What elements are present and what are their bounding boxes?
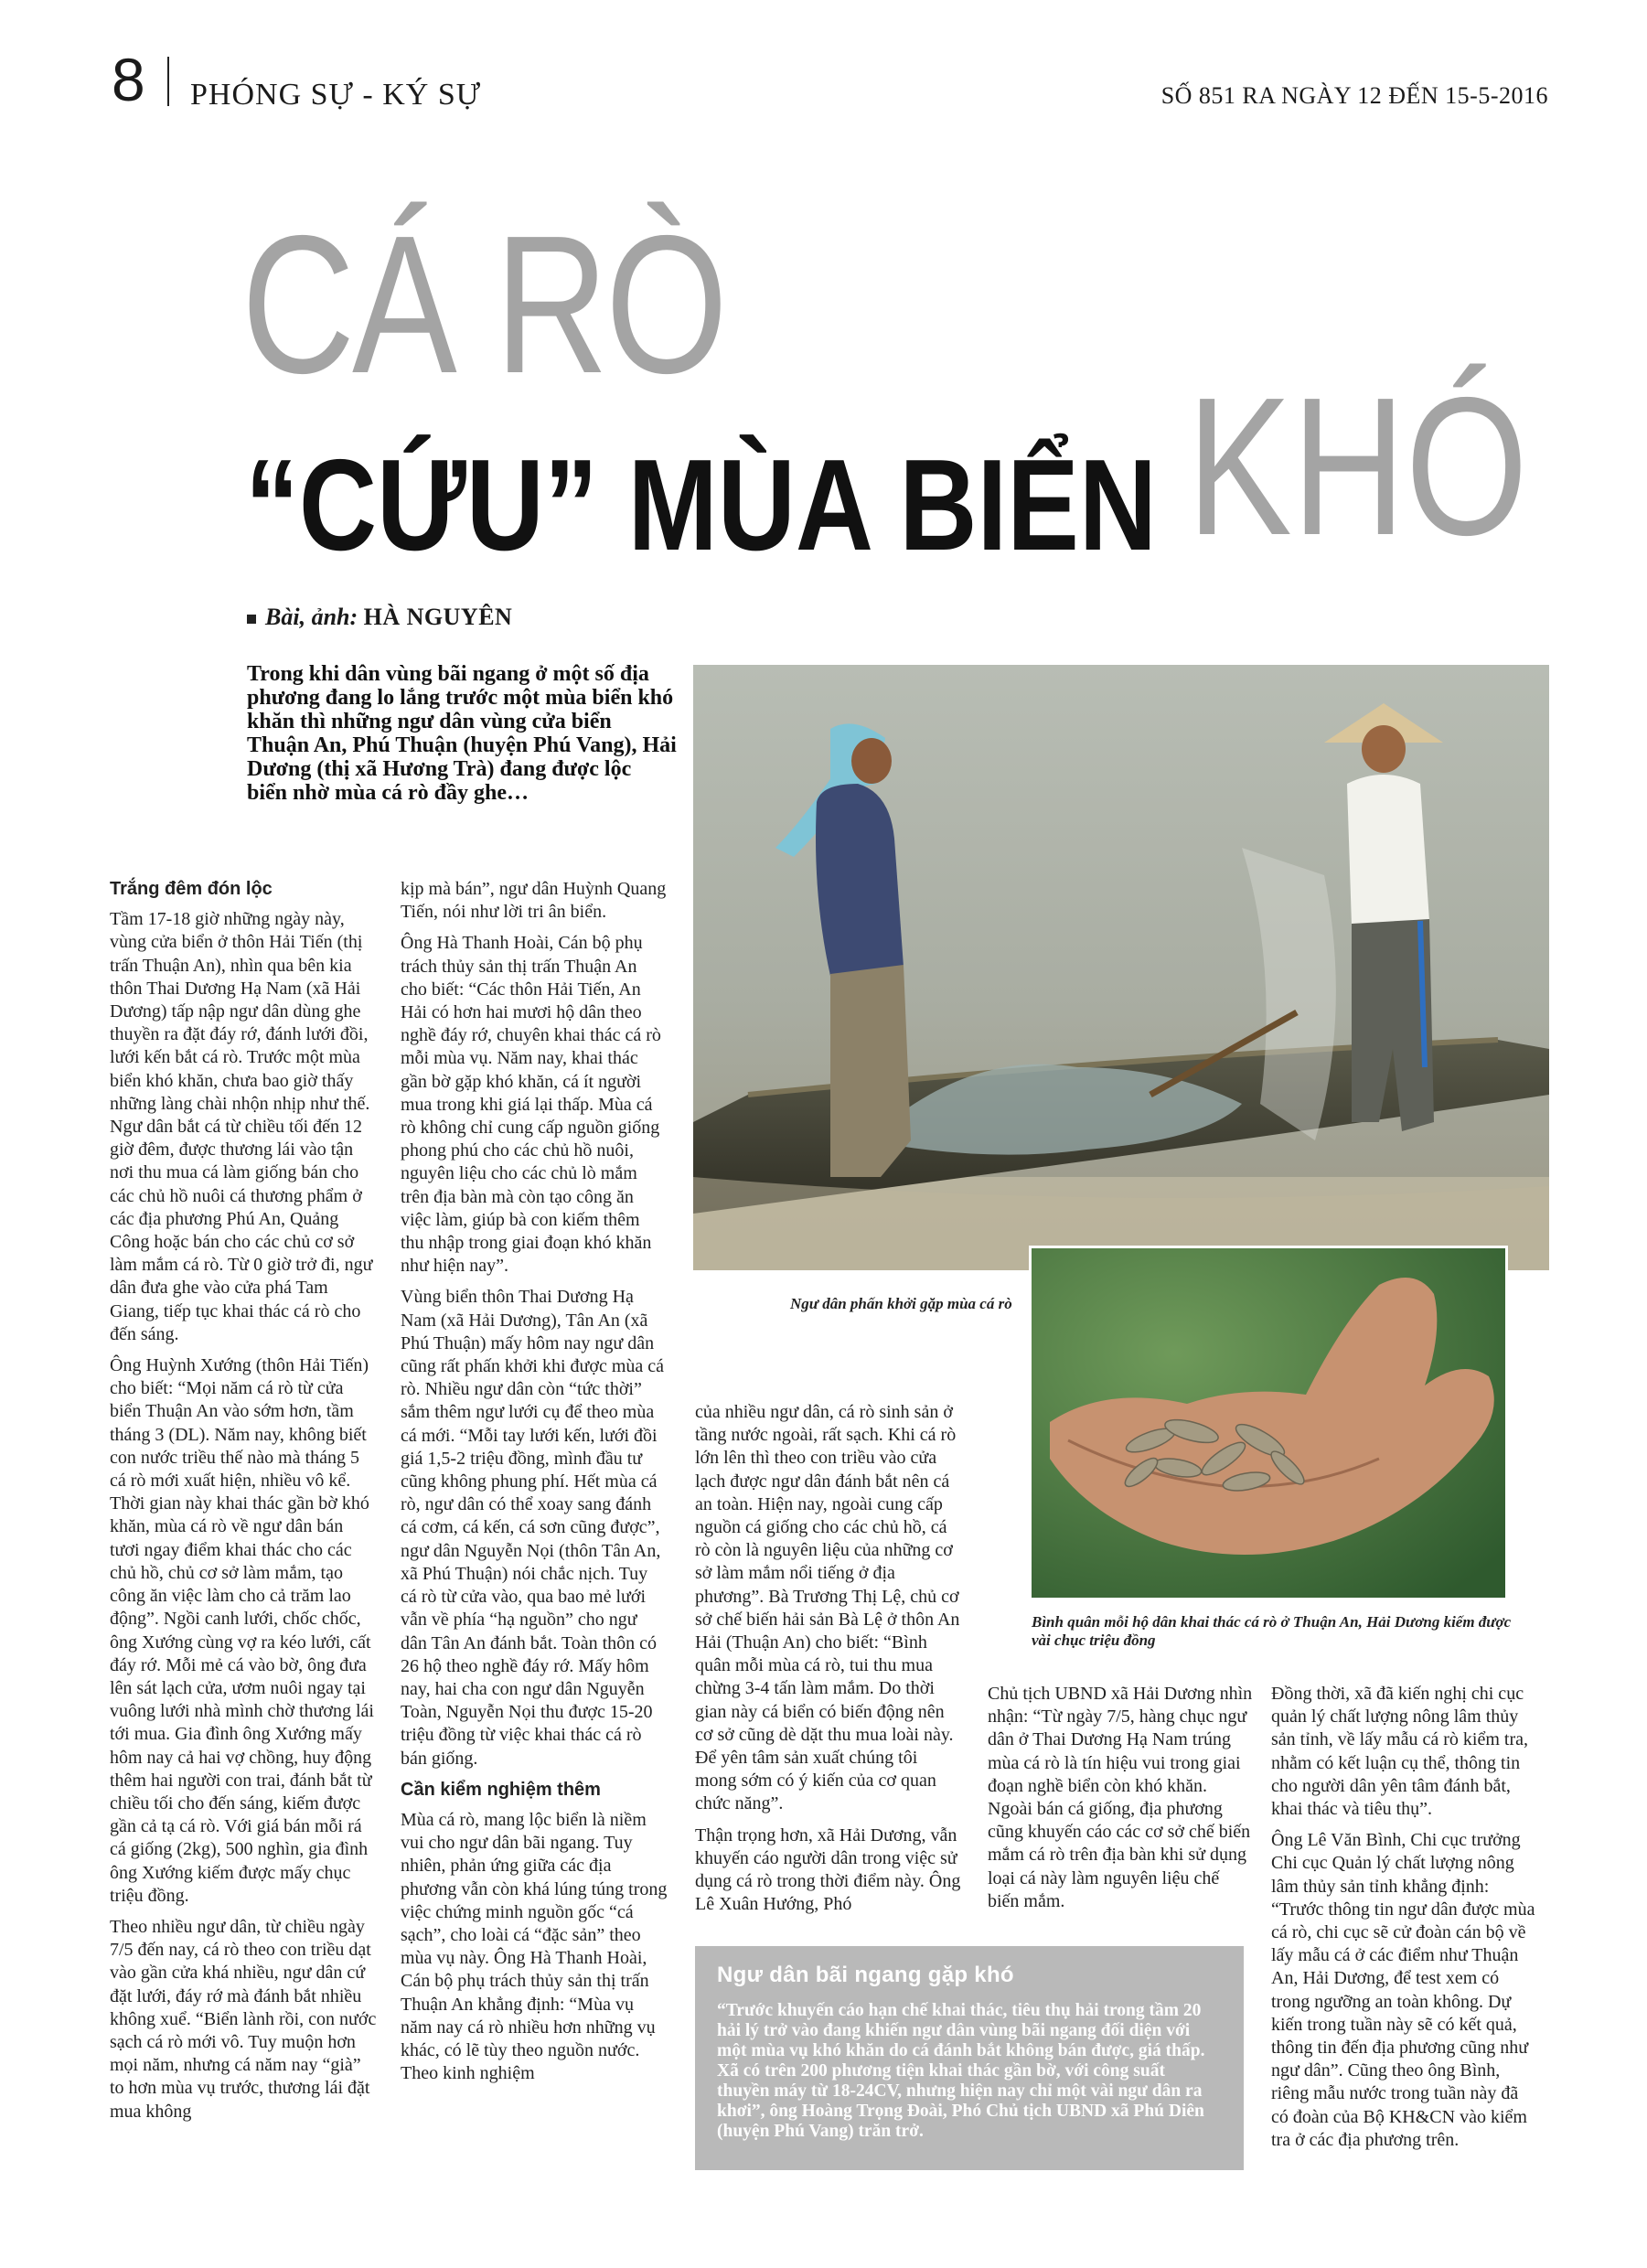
headline-line-1: CÁ RÒ [241,194,725,414]
paragraph: Đồng thời, xã đã kiến nghị chi cục quản lý chất lượng nông lâm thủy sản tỉnh, về lấy mẫu cá rò kiểm tra, nhằm có kết luận cụ thể, thông tin cho người dân yên tâm đánh bắt, khai thác và tiêu thụ”. [1271,1684,1529,1820]
article-column-5 [1271,1683,1538,2160]
paragraph: Thận trọng hơn, xã Hải Dương, vẫn khuyến cáo người dân trong việc sử dụng cá rò trong thời điểm này. Ông Lê Xuân Hướng, Phó [695,1824,961,1915]
paragraph: kịp mà bán”, ngư dân Huỳnh Quang Tiến, nói như lời tri ân biển. [401,879,667,923]
headline-line-3: KHÓ [1187,356,1528,576]
lead-paragraph: Trong khi dân vùng bãi ngang ở một số địa phương đang lo lắng trước một mùa biển khó khăn thì những ngư dân vùng cửa biển Thuận An, Phú Thuận (huyện Phú Vang), Hải Dương (thị xã Hương Trà) đang được lộc biển nhờ mùa cá rò đầy ghe… [247,662,677,805]
header-divider [167,57,169,106]
paragraph: Ông Huỳnh Xướng (thôn Hải Tiến) cho biết: “Mọi năm cá rò từ cửa biển Thuận An vào sớm hơn, tầm tháng 3 (DL). Năm nay, không biết con nước triều thế nào mà tháng 5 cá rò mới xuất hiện, nhiều vô kể. Thời gian này khai thác gần bờ khó khăn, mùa cá rò về ngư dân bán tươi ngay điểm khai thác cho các chủ hồ, chủ cơ sở làm mắm, tạo công ăn việc làm cho cả trăm lao động”. Ngồi canh lưới, chốc chốc, ông Xướng cùng vợ ra kéo lưới, cất đáy rớ. Mỗi mẻ cá vào bờ, ông đưa lên sát lạch cửa, ươm nuôi ngay tại vuông lưới nhà mình chờ thương lái tới mua. Gia đình ông Xướng mấy hôm nay cả hai vợ chồng, huy động thêm hai người con trai, đánh bắt từ chiều tối cho đến sáng, kiếm được gần cả tạ cá rò. Với giá bán mỗi rá cá giống (2kg), 500 nghìn, gia đình ông Xướng kiếm được mấy chục triệu đồng. [110,1355,374,1906]
photo-caption-1: Ngư dân phấn khởi gặp mùa cá rò [790,1295,1012,1312]
subhead-trang-dem: Trắng đêm đón lộc [110,879,273,899]
paragraph: Theo nhiều ngư dân, từ chiều ngày 7/5 đến nay, cá rò theo con triều dạt vào gần cửa khá nhiều, ngư dân cứ đặt lưới, đáy rớ mà đánh bắt nhiều không xuể. “Biển lành rồi, con nước sạch cá rò mới vô. Tuy muộn hơn mọi năm, nhưng cá năm nay “già” to hơn mùa vụ trước, thương lái đặt mua không [110,1916,377,2122]
fish-in-hand-photo [1029,1246,1508,1600]
sidebar-title: Ngư dân bãi ngang gặp khó [717,1963,1014,1987]
sidebar-box [695,1946,1244,2170]
photo-caption-2: Bình quân mỗi hộ dân khai thác cá rò ở Thuận An, Hải Dương kiếm được vài chục triệu đồng [1032,1613,1512,1649]
paragraph: Mùa cá rò, mang lộc biển là niềm vui cho ngư dân bãi ngang. Tuy nhiên, phản ứng giữa các địa phương vẫn còn khá lúng túng trong việc chứng minh nguồn gốc “cá sạch”, cho loài cá “đặc sản” theo mùa vụ này. Ông Hà Thanh Hoài, Cán bộ phụ trách thủy sản thị trấn Thuận An khẳng định: “Mùa vụ năm nay cá rò nhiều hơn những vụ khác, có lẽ tùy theo nguồn nước. Theo kinh nghiệm [401,1809,668,2084]
paragraph: Tầm 17-18 giờ những ngày này, vùng cửa biển ở thôn Hải Tiến (thị trấn Thuận An), nhìn qua bên kia thôn Thai Dương Hạ Nam (xã Hải Dương) tấp nập ngư dân dùng ghe thuyền ra đặt đáy rớ, đánh lưới đồi, lưới kến bắt cá rò. Trước một mùa biển khó khăn, chưa bao giờ thấy những làng chài nhộn nhịp như thế. Ngư dân bắt cá từ chiều tối đến 12 giờ đêm, được thương lái vào tận nơi thu mua cá làm giống bán cho các chủ hồ nuôi cá thương phẩm ở các địa phương Phú An, Quảng Công hoặc bán cho các chủ cơ sở làm mắm cá rò. Từ 0 giờ trở đi, ngư dân đưa ghe vào cửa phá Tam Giang, tiếp tục khai thác cá rò cho đến sáng. [110,909,373,1344]
fishermen-photo [693,665,1549,1270]
paragraph: Vùng biển thôn Thai Dương Hạ Nam (xã Hải Dương), Tân An (xã Phú Thuận) mấy hôm nay ngư dân cũng rất phấn khởi khi được mùa cá rò. Nhiều ngư dân còn “tức thời” sắm thêm ngư lưới cụ để theo mùa cá mới. “Mỗi tay lưới kến, lưới đồi giá 1,5-2 triệu đồng, mình đầu tư cũng không phung phí. Hết mùa cá rò, ngư dân có thể xoay sang đánh cá cơm, cá kến, cá sơn cũng được”, ngư dân Nguyễn Nọi (thôn Tân An, xã Phú Thuận) nói chắc nịch. Tuy cá rò từ cửa vào, qua bao mẻ lưới vẫn về phía “hạ nguồn” cho ngư dân Tân An đánh bắt. Toàn thôn có 26 hộ theo nghề đáy rớ. Mấy hôm nay, hai cha con ngư dân Nguyễn Toàn, Nguyễn Nọi thu được 15-20 triệu đồng từ việc khai thác cá rò bán giống. [401,1287,665,1769]
byline-square-icon [247,615,256,624]
subhead-can-kiem-nghiem: Cần kiểm nghiệm thêm [401,1779,601,1800]
issue-info: SỐ 851 RA NGÀY 12 ĐẾN 15-5-2016 [1160,82,1548,109]
article-column-2 [401,878,668,2093]
byline-label: Bài, ảnh: [265,604,358,630]
section-title: PHÓNG SỰ - KÝ SỰ [190,78,482,112]
headline-line-2: “CỨU” MÙA BIỂN [245,433,1157,578]
article-column-3 [695,1401,962,1924]
sidebar-text: “Trước khuyến cáo hạn chế khai thác, tiêu thụ hải trong tầm 20 hải lý trở vào đang khiến ngư dân vùng bãi ngang đối diện với một mùa vụ khó khăn do cá đánh bắt không bán được, giá thấp. Xã có trên 200 phương tiện khai thác gần bờ, với công suất thuyền máy từ 18-24CV, nhưng hiện nay chỉ một vài ngư dân ra khơi”, ông Hoàng Trọng Đoài, Phó Chủ tịch UBND xã Phú Diên (huyện Phú Vang) trăn trở. [717,2001,1205,2141]
paragraph: của nhiều ngư dân, cá rò sinh sản ở tầng nước ngoài, rất sạch. Khi cá rò lớn lên thì theo con triều vào cửa lạch được ngư dân đánh bắt nên cá an toàn. Hiện nay, ngoài cung cấp nguồn cá giống cho các chủ hồ, cá rò còn là nguyên liệu của những cơ sở làm mắm nổi tiếng ở địa phương”. Bà Trương Thị Lệ, chủ cơ sở chế biến hải sản Bà Lệ ở thôn An Hải (Thuận An) cho biết: “Bình quân mỗi mùa cá rò, tui thu mua chừng 3-4 tấn làm mắm. Do thời gian này cá biển có biến động nên cơ sở cũng dè dặt thu mua loài này. Để yên tâm sản xuất chúng tôi mong sớm có ý kiến của cơ quan chức năng”. [695,1402,960,1814]
article-column-1 [110,878,377,2132]
page-number: 8 [112,46,145,113]
paragraph: Ông Hà Thanh Hoài, Cán bộ phụ trách thủy sản thị trấn Thuận An cho biết: “Các thôn Hải Tiến, An Hải có hơn hai mươi hộ dân theo nghề đáy rớ, chuyên khai thác cá rò mỗi mùa vụ. Năm nay, khai thác gần bờ gặp khó khăn, cá ít người mua trong khi giá lại thấp. Mùa cá rò không chỉ cung cấp nguồn giống phong phú cho các chủ hồ nuôi, nguyên liệu cho các chủ lò mắm trên địa bàn mà còn tạo công ăn việc làm, giúp bà con kiếm thêm thu nhập trong giai đoạn khó khăn như hiện nay”. [401,933,661,1277]
article-column-4 [988,1683,1255,1921]
byline-author: HÀ NGUYÊN [363,604,513,630]
paragraph: Ông Lê Văn Bình, Chi cục trưởng Chi cục Quản lý chất lượng nông lâm thủy sản tỉnh khẳng định: “Trước thông tin ngư dân được mùa cá rò, chi cục sẽ cử đoàn cán bộ về lấy mẫu cá ở các điểm như Thuận An, Hải Dương, để test xem có trong ngưỡng an toàn không. Dự kiến trong tuần này sẽ có kết quả, thông tin đến địa phương cũng như ngư dân”. Cũng theo ông Bình, riêng mẫu nước trong tuần này đã có đoàn của Bộ KH&CN vào kiểm tra ở các địa phương trên. [1271,1830,1535,2150]
paragraph: Chủ tịch UBND xã Hải Dương nhìn nhận: “Từ ngày 7/5, hàng chục ngư dân ở Thai Dương Hạ Nam trúng mùa cá rò là tín hiệu vui trong giai đoạn nghề biển còn khó khăn. Ngoài bán cá giống, địa phương cũng khuyến cáo các cơ sở chế biến mắm cá rò trên địa bàn khi sử dụng loại cá này làm nguyên liệu chế biến mắm. [988,1684,1253,1911]
byline [247,604,512,631]
